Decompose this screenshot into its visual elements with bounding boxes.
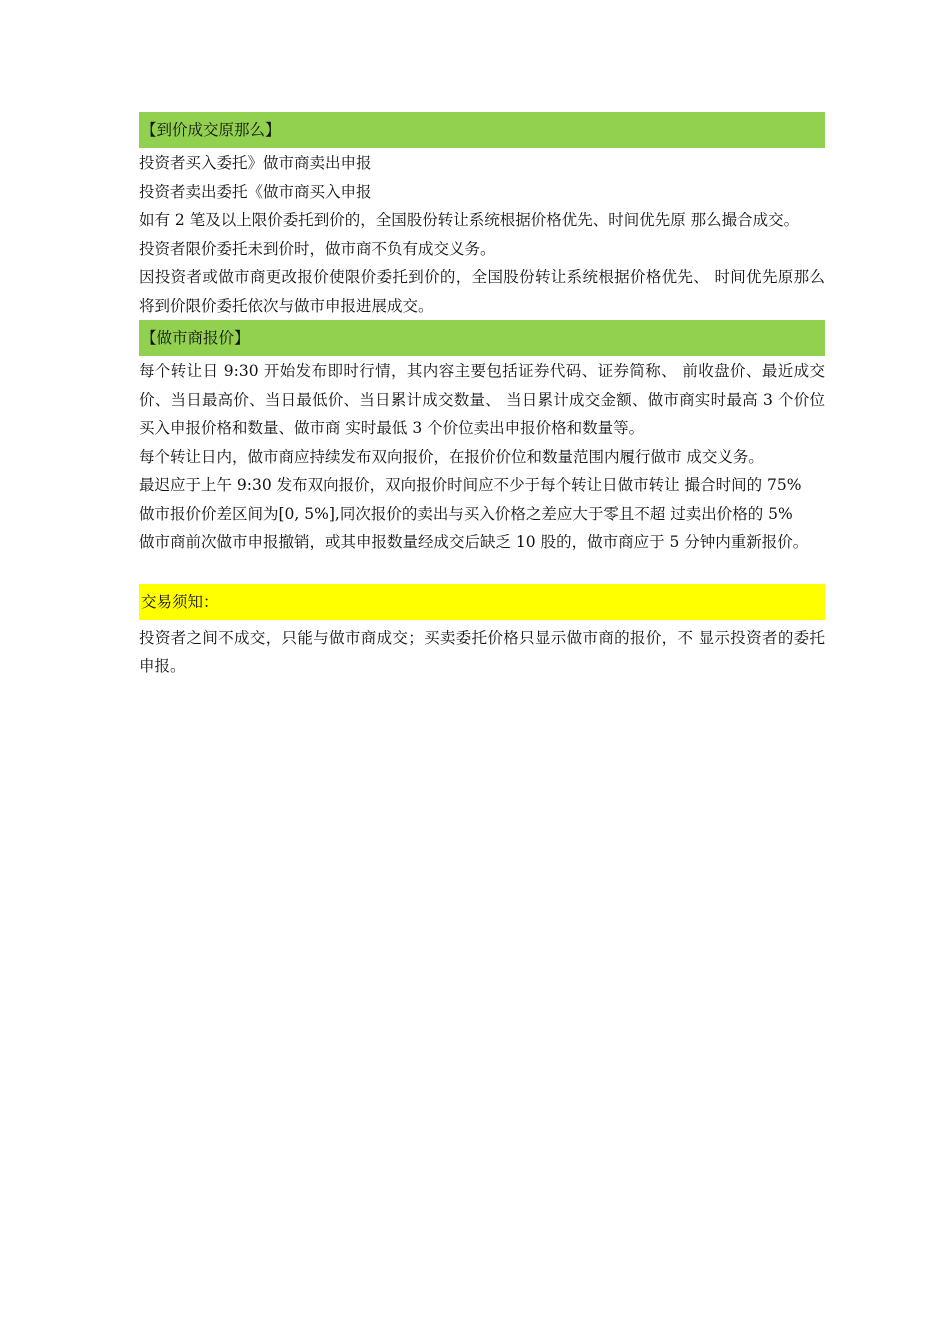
paragraph: 投资者买入委托》做市商卖出申报 <box>139 154 372 172</box>
paragraph: 做市报价价差区间为[0, 5%],同次报价的卖出与买入价格之差应大于零且不超 过卖出价格的 5% <box>139 504 793 523</box>
document-page <box>139 112 825 681</box>
paragraph: 投资者卖出委托《做市商买入申报 <box>139 182 372 201</box>
paragraph: 投资者之间不成交，只能与做市商成交；买卖委托价格只显示做市商的报价，不 显示投资者的委托申报。 <box>139 628 825 675</box>
paragraph: 做市商前次做市申报撤销，或其申报数量经成交后缺乏 10 股的，做市商应于 5 分钟内重新报价。 <box>139 533 809 551</box>
section-header-trading-notes: 交易须知： <box>139 584 825 620</box>
paragraph: 投资者限价委托未到价时，做市商不负有成交义务。 <box>139 239 496 258</box>
section-header-price-match: 【到价成交原那么】 <box>139 112 825 148</box>
spacer <box>139 557 825 584</box>
paragraph: 最迟应于上午 9:30 发布双向报价，双向报价时间应不少于每个转让日做市转让 撮合时间的 75% <box>139 476 802 494</box>
paragraph: 因投资者或做市商更改报价使限价委托到价的，全国股份转让系统根据价格优先、 时间优先原那么将到价限价委托依次与做市申报进展成交。 <box>139 268 825 315</box>
paragraph: 每个转让日内，做市商应持续发布双向报价，在报价价位和数量范围内履行做市 成交义务。 <box>139 447 764 466</box>
paragraph: 每个转让日 9:30 开始发布即时行情，其内容主要包括证券代码、证券简称、 前收盘价、最近成交价、当日最高价、当日最低价、当日累计成交数量、 当日累计成交金额、做市商实时最高 3 个价位买入申报价格和数量、做市商 实时最低 3 个价位卖出申报价格和数量等。 <box>139 362 825 437</box>
section-body-market-maker-quote <box>139 357 825 557</box>
section-body-price-match <box>139 149 825 320</box>
section-header-market-maker-quote: 【做市商报价】 <box>139 320 825 356</box>
section-body-trading-notes <box>139 624 825 681</box>
paragraph: 如有 2 笔及以上限价委托到价的，全国股份转让系统根据价格优先、时间优先原 那么撮合成交。 <box>139 211 800 229</box>
